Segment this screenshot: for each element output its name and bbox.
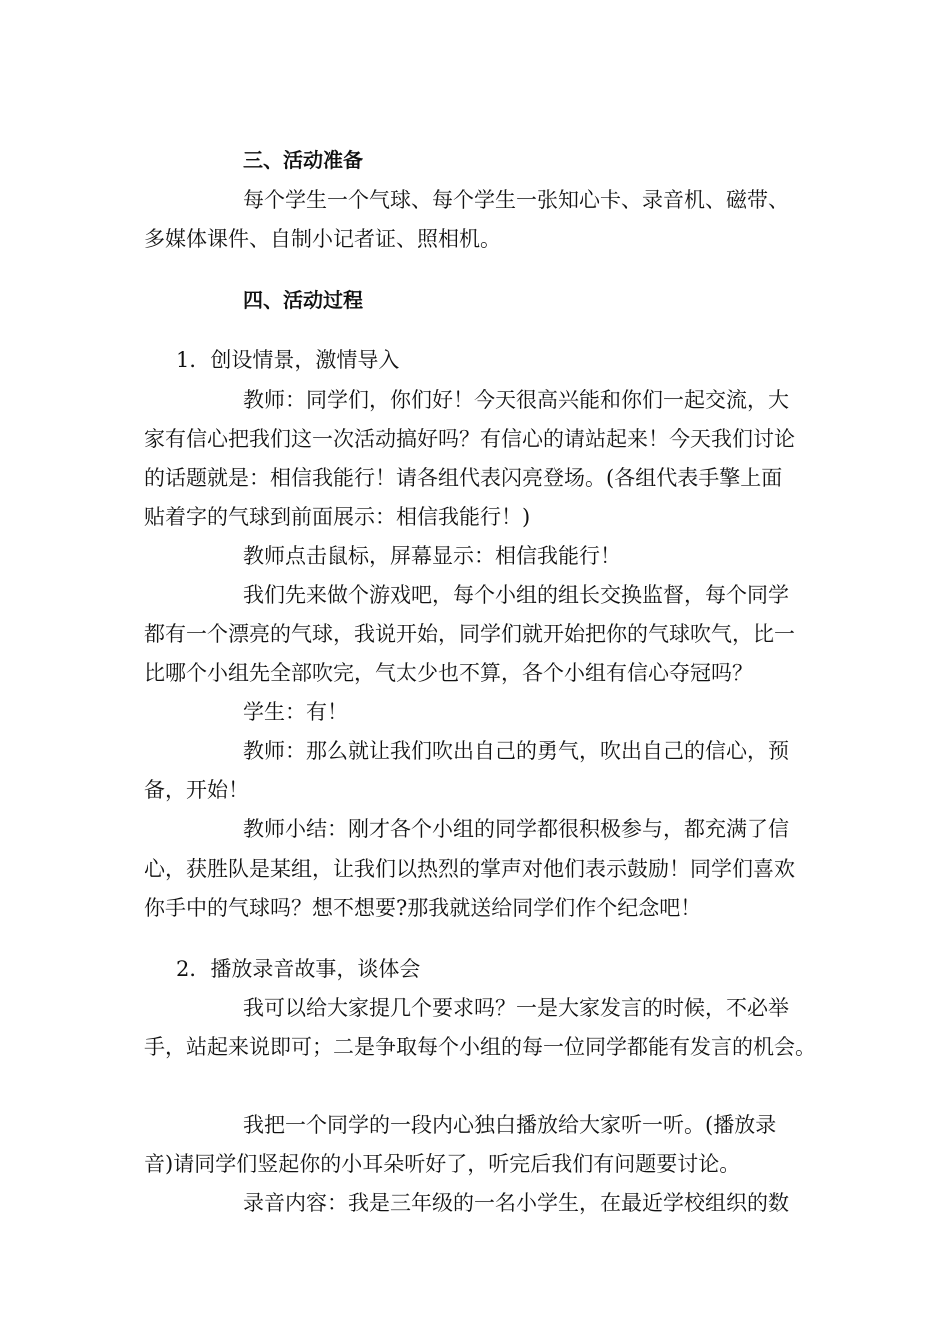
paragraph-line: 手，站起来说即可；二是争取每个小组的每一位同学都能有发言的机会。: [144, 1035, 816, 1059]
paragraph-line: 音)请同学们竖起你的小耳朵听好了，听完后我们有问题要讨论。: [144, 1152, 741, 1176]
paragraph-line: 比哪个小组先全部吹完，气太少也不算，各个小组有信心夺冠吗？: [144, 661, 753, 685]
paragraph-line: 备，开始！: [144, 778, 249, 802]
step-title: 1．创设情景，激情导入: [176, 348, 400, 372]
paragraph-line: 录音内容：我是三年级的一名小学生，在最近学校组织的数: [243, 1191, 789, 1215]
paragraph-line: 贴着字的气球到前面展示：相信我能行！): [144, 505, 531, 529]
section-heading-preparation: 三、活动准备: [243, 148, 363, 172]
paragraph-line: 的话题就是：相信我能行！请各组代表闪亮登场。(各组代表手擎上面: [144, 466, 783, 490]
paragraph-line: 我们先来做个游戏吧，每个小组的组长交换监督，每个同学: [243, 583, 789, 607]
paragraph-line: 我把一个同学的一段内心独白播放给大家听一听。(播放录: [243, 1113, 777, 1137]
paragraph-line: 家有信心把我们这一次活动搞好吗？有信心的请站起来！今天我们讨论: [144, 427, 795, 451]
paragraph-line: 学生：有！: [243, 700, 348, 724]
paragraph-line: 教师：同学们，你们好！今天很高兴能和你们一起交流，大: [243, 388, 789, 412]
paragraph-line: 我可以给大家提几个要求吗？一是大家发言的时候，不必举: [243, 996, 789, 1020]
section-heading-process: 四、活动过程: [243, 288, 363, 312]
step-title: 2．播放录音故事，谈体会: [176, 957, 421, 981]
paragraph-line: 每个学生一个气球、每个学生一张知心卡、录音机、磁带、: [243, 188, 789, 212]
paragraph-line: 心，获胜队是某组，让我们以热烈的掌声对他们表示鼓励！同学们喜欢: [144, 857, 795, 881]
paragraph-line: 都有一个漂亮的气球，我说开始，同学们就开始把你的气球吹气，比一: [144, 622, 795, 646]
paragraph-line: 教师点击鼠标，屏幕显示：相信我能行！: [243, 544, 621, 568]
paragraph-line: 你手中的气球吗？想不想要?那我就送给同学们作个纪念吧！: [144, 896, 702, 920]
paragraph-line: 教师小结：刚才各个小组的同学都很积极参与，都充满了信: [243, 817, 789, 841]
paragraph-line: 教师：那么就让我们吹出自己的勇气，吹出自己的信心，预: [243, 739, 789, 763]
paragraph-line: 多媒体课件、自制小记者证、照相机。: [144, 227, 501, 251]
